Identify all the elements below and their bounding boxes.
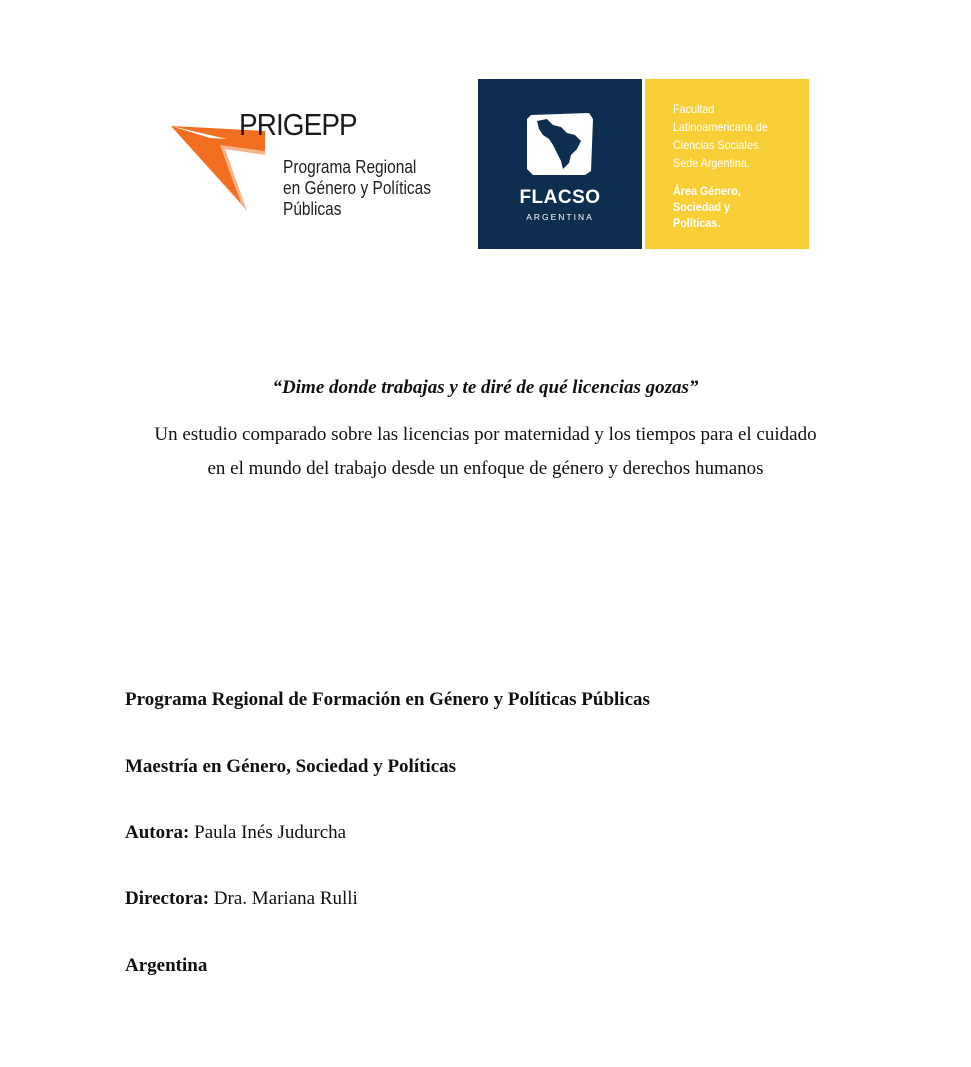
- flacso-info-text: [673, 100, 768, 172]
- flacso-name: FLACSO: [519, 187, 601, 208]
- author-value: Paula Inés Judurcha: [194, 822, 347, 843]
- flacso-info-line-3: Ciencias Sociales.: [673, 138, 762, 152]
- prigepp-logo: [165, 105, 455, 225]
- flacso-area-line-1: Área Género,: [673, 184, 741, 198]
- degree-name-text: Maestría en Género, Sociedad y Políticas: [125, 756, 457, 777]
- prigepp-acronym: PRIGEPP: [239, 107, 357, 142]
- country-line: [125, 955, 207, 977]
- document-subtitle-line-2: en el mundo del trabajo desde un enfoque de género y derechos humanos: [207, 458, 764, 479]
- degree-name: [125, 756, 456, 778]
- prigepp-line-2: en Género y Políticas: [283, 178, 432, 198]
- document-title: “Dime donde trabajas y te diré de qué licencias gozas”: [272, 377, 699, 398]
- flacso-info-line-1: Facultad: [673, 102, 715, 116]
- director-label: Directora:: [125, 888, 210, 909]
- prigepp-line-1: Programa Regional: [283, 157, 417, 177]
- flacso-area-line-3: Políticas.: [673, 216, 721, 230]
- flacso-info-line-2: Latinoamericana de: [673, 120, 768, 134]
- flacso-logo: [478, 79, 809, 249]
- flacso-area-line-2: Sociedad y: [673, 200, 731, 214]
- author-line: [125, 822, 346, 844]
- program-name: [125, 689, 650, 711]
- director-line: [125, 888, 358, 910]
- flacso-info-line-4: Sede Argentina.: [673, 156, 750, 170]
- flacso-country: ARGENTINA: [526, 212, 594, 222]
- director-value: Dra. Mariana Rulli: [213, 888, 358, 909]
- latin-america-map-icon: [523, 109, 597, 177]
- author-label: Autora:: [125, 822, 190, 843]
- prigepp-line-3: Públicas: [283, 199, 342, 219]
- document-subtitle-line-1: Un estudio comparado sobre las licencias por maternidad y los tiempos para el cuidado: [154, 424, 817, 445]
- country-text: Argentina: [125, 955, 208, 976]
- program-name-text: Programa Regional de Formación en Género y Políticas Públicas: [125, 689, 650, 710]
- flacso-navy-panel: [478, 79, 642, 249]
- flacso-area-text: [673, 183, 741, 231]
